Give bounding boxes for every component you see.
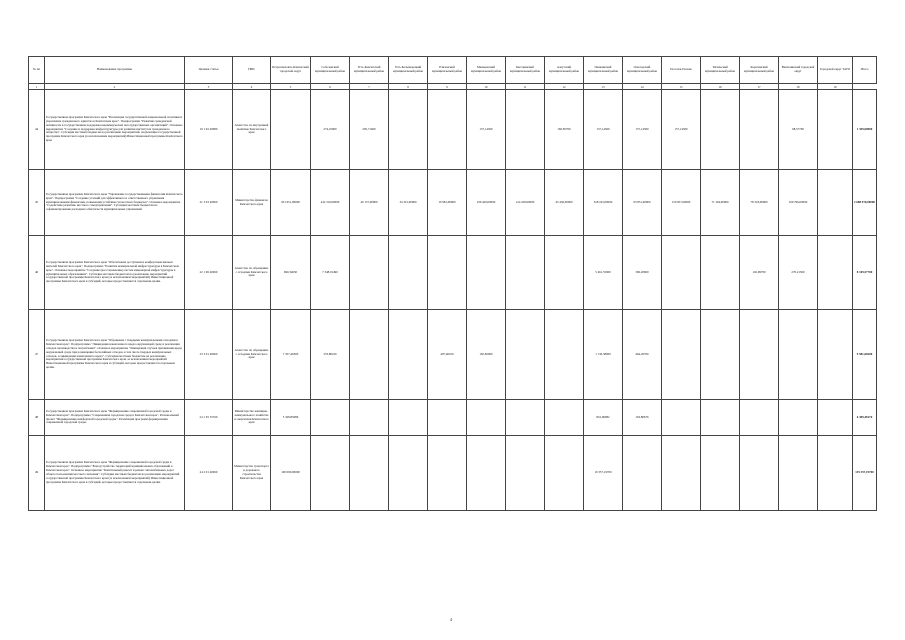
column-number: 12 [545, 84, 584, 90]
amount-cell [428, 436, 467, 511]
table-row [29, 170, 877, 236]
total-cell: 9 581,68200 [853, 310, 877, 400]
amount-cell [818, 310, 853, 400]
amount-cell [662, 436, 701, 511]
amount-cell: 7 348,91490 [311, 236, 350, 310]
amount-cell [545, 400, 584, 436]
amount-cell [506, 400, 545, 436]
amount-cell [311, 400, 350, 436]
table-row [29, 400, 877, 436]
amount-cell [389, 310, 428, 400]
amount-cell [350, 400, 389, 436]
column-number: 7 [350, 84, 389, 90]
amount-cell: 102,99700 [740, 236, 779, 310]
column-number: 1 [29, 84, 45, 90]
amount-cell: 157,14300 [623, 90, 662, 170]
amount-cell [740, 90, 779, 170]
column-number: 5 [271, 84, 311, 90]
column-header: Быстринский муниципальный район [506, 57, 545, 84]
amount-cell: 274,25000 [311, 90, 350, 170]
target-code-cell: 19 1 02 40080 [185, 90, 233, 170]
amount-cell: 45 436,00000 [545, 170, 584, 236]
amount-cell [662, 236, 701, 310]
table-row [29, 236, 877, 310]
row-number-cell: 46 [29, 236, 45, 310]
amount-cell [389, 236, 428, 310]
column-number: 8 [389, 84, 428, 90]
column-header: Пенжинский муниципальный район [584, 57, 623, 84]
column-header: ГРБС [233, 57, 271, 84]
column-header: Городской округ ЗАТО [818, 57, 853, 84]
amount-cell: 71 304,00000 [701, 170, 740, 236]
column-header: Соболевский муниципальный район [311, 57, 350, 84]
row-number-cell: 47 [29, 310, 45, 400]
amount-cell: 816,96082 [584, 400, 623, 436]
column-number: 19 [818, 84, 853, 90]
amount-cell: 34 341,00000 [389, 170, 428, 236]
amount-cell [818, 400, 853, 436]
amount-cell: 5 328,85686 [271, 400, 311, 436]
total-cell: 1 359,00000 [853, 90, 877, 170]
row-number-cell: 48 [29, 400, 45, 436]
page-number: 4 [450, 617, 452, 622]
program-description-cell: Государственная программа Камчатского края "Обеспечение доступным и комфортным жильем жителей Камчатского края". Подпрограмма "Развитие коммунальной инфраструктуры в Камчатском крае". Основное мероприятие "Создание (восстановление) систем инженерной инфраструктуры в муниципальных образованиях". Субсидии местным бюджетам на реализацию мероприятий государственной программы Камчатского края (за исключением мероприятий) Инвестиционной программы Камчатского края и субсидий, которые предоставляются отдельным целям. [45, 236, 185, 310]
target-code-cell: 22 1 06 40060 [185, 236, 233, 310]
amount-cell: 931 951,00000 [271, 170, 311, 236]
amount-cell [701, 90, 740, 170]
column-header: Поселок Палана [662, 57, 701, 84]
total-cell: 2 688 970,00000 [853, 170, 877, 236]
amount-cell [428, 236, 467, 310]
amount-cell [467, 436, 506, 511]
amount-cell [311, 436, 350, 511]
column-header: Елизовский муниципальный район [428, 57, 467, 84]
column-number: 17 [740, 84, 779, 90]
grbs-cell: Агентство по обращению с отходами Камчатского края [233, 236, 271, 310]
amount-cell [818, 170, 853, 236]
column-header: Наименование программы [45, 57, 185, 84]
column-header: Тигильский муниципальный район [701, 57, 740, 84]
amount-cell [740, 436, 779, 511]
column-header: № пп [29, 57, 45, 84]
amount-cell: 10 981,00000 [428, 170, 467, 236]
amount-cell [779, 436, 818, 511]
total-cell: 6 309,48176 [853, 400, 877, 436]
amount-cell [701, 400, 740, 436]
amount-cell [271, 90, 311, 170]
column-header: Целевая статья [185, 57, 233, 84]
column-header: Усть-Камчатский муниципальный район [350, 57, 389, 84]
amount-cell [545, 436, 584, 511]
program-description-cell: Государственная программа Камчатского края "Формирование современной городской среды в Камчатском крае". Подпрограмма "Благоустройство территорий муниципальных образований в Камчатском крае". Основное мероприятие "Капитальный ремонт и ремонт автомобильных дорог общего пользования местного значения". Субсидии местным бюджетам на реализацию мероприятий государственной программы Камчатского края (за исключением мероприятий) Инвестиционной программы Камчатского края и субсидий, которые предоставляются отдельным целям. [45, 436, 185, 511]
amount-cell: 328 165,00000 [584, 170, 623, 236]
table-row [29, 436, 877, 511]
amount-cell [389, 436, 428, 511]
grbs-cell: Агентство по обращению с отходами Камчатского края [233, 310, 271, 400]
amount-cell: 306,20600 [623, 236, 662, 310]
column-header: Мильковский муниципальный район [467, 57, 506, 84]
amount-cell: 40 157,00000 [350, 170, 389, 236]
column-header: Олюторский муниципальный район [623, 57, 662, 84]
amount-cell: 165,82000 [467, 310, 506, 400]
amount-cell [467, 400, 506, 436]
amount-cell: 157,14300 [662, 90, 701, 170]
target-code-cell: 24 1 F2 55550 [185, 400, 233, 436]
budget-table [28, 56, 877, 511]
table-row [29, 90, 877, 170]
amount-cell [506, 236, 545, 310]
grbs-cell: Министерство транспорта и дорожного строительства Камчатского края [233, 436, 271, 511]
row-number-cell: 44 [29, 90, 45, 170]
target-code-cell: 24 2 01 40060 [185, 436, 233, 511]
amount-cell [740, 400, 779, 436]
amount-cell: 497,46100 [428, 310, 467, 400]
amount-cell [350, 310, 389, 400]
grbs-cell: Агентство по внутренней политике Камчатского края [233, 90, 271, 170]
column-header: Карагинский муниципальный район [740, 57, 779, 84]
amount-cell: 353,80100 [311, 310, 350, 400]
program-description-cell: Государственная программа Камчатского края "Управление государственными финансами Камчатского края". Подпрограмма "Создание условий для эффективного и ответственного управления муниципальными финансами, повышения устойчивости местных бюджетов". Основное мероприятие "Содействие развитию местного самоуправления". Субсидии местным бюджетам на софинансирование расходных обязательств муниципальных управлений. [45, 170, 185, 236]
grbs-cell: Министерство жилищно-коммунального хозяйства и энергетики Камчатского края [233, 400, 271, 436]
amount-cell: 150 057,00000 [662, 170, 701, 236]
amount-cell: 205,71400 [350, 90, 389, 170]
amount-cell [545, 310, 584, 400]
column-number: 16 [701, 84, 740, 90]
program-description-cell: Государственная программа Камчатского края "Реализация государственной национальной политики и укрепление гражданского единства в Камчатском крае". Подпрограмма "Развитие гражданской активности и государственная поддержка некоммерческих негосударственных организаций". Основное мероприятие "Создание и поддержка инфраструктуры для развития институтов гражданского общества". Субсидия местным бюджетам на реализацию мероприятий, подлежащих государственной программе Камчатского края (за исключением мероприятий) Инвестиционной программы Камчатского края [45, 90, 185, 170]
column-header: Итого [853, 57, 877, 84]
amount-cell: 199 429,00000 [467, 170, 506, 236]
amount-cell [428, 400, 467, 436]
amount-cell: 270,21500 [779, 236, 818, 310]
amount-cell [545, 236, 584, 310]
amount-cell: 464,29700 [623, 310, 662, 400]
column-header: Петропавловск-Камчатский городской округ [271, 57, 311, 84]
amount-cell [740, 310, 779, 400]
amount-cell [467, 236, 506, 310]
amount-cell [662, 310, 701, 400]
amount-cell [623, 436, 662, 511]
amount-cell: 124 228,00000 [506, 170, 545, 236]
column-number: 11 [506, 84, 545, 90]
column-number: 3 [185, 84, 233, 90]
column-number: 9 [428, 84, 467, 90]
row-number-cell: 49 [29, 436, 45, 511]
amount-cell: 68,57700 [779, 90, 818, 170]
amount-cell [389, 90, 428, 170]
total-cell: 8 109,57700 [853, 236, 877, 310]
column-number: 14 [623, 84, 662, 90]
amount-cell: 157,14300 [584, 90, 623, 170]
amount-cell [779, 400, 818, 436]
column-number: 18 [779, 84, 818, 90]
grbs-cell: Министерство финансов Камчатского края [233, 170, 271, 236]
amount-cell [389, 400, 428, 436]
header-row [29, 57, 877, 84]
amount-cell [350, 236, 389, 310]
column-header: Алеутский муниципальный район [545, 57, 584, 84]
amount-cell [701, 236, 740, 310]
amount-cell: 100 000,00000 [271, 436, 311, 511]
total-cell: 119 357,19700 [853, 436, 877, 511]
target-code-cell: 23 3 01 40060 [185, 310, 233, 400]
amount-cell [701, 436, 740, 511]
program-description-cell: Государственная программа Камчатского края "Обращение с твердыми коммунальными отходами в Камчатском крае". Подпрограмма "Ликвидация накопленного вреда окружающей среде и реализация отходов производства и потребления". Основное мероприятие "Ликвидация случаев причинения вреда окружающей среде при размещении бесхозяйных отходов, в том числе твердых коммунальных отходов, и ликвидация накопленного вреда". Субсидии местным бюджетам на реализацию мероприятий государственной программы Камчатского края, за исключением мероприятий Инвестиционной программы Камчатского края и субсидий, которые предоставляются отдельным целям. [45, 310, 185, 400]
amount-cell: 19 357,19700 [584, 436, 623, 511]
amount-cell: 1 743,58600 [584, 310, 623, 400]
amount-cell [818, 436, 853, 511]
program-description-cell: Государственная программа Камчатского края "Формирование современной городской среды в Камчатском крае". Подпрограмма "Современная городская среда в Камчатском крае". Региональный проект "Формирование комфортной городской среды". Реализация программ формирования современной городской среды. [45, 400, 185, 436]
amount-cell [818, 90, 853, 170]
amount-cell [506, 310, 545, 400]
column-number: 15 [662, 84, 701, 90]
amount-cell: 63 851,00000 [623, 170, 662, 236]
amount-cell [701, 310, 740, 400]
amount-cell [350, 436, 389, 511]
amount-cell: 442 316,00000 [311, 170, 350, 236]
row-number-cell: 45 [29, 170, 45, 236]
amount-cell [428, 90, 467, 170]
amount-cell [818, 236, 853, 310]
target-code-cell: 21 3 03 40060 [185, 170, 233, 236]
amount-cell: 169 796,00000 [779, 170, 818, 236]
amount-cell: 182,85700 [545, 90, 584, 170]
column-number: 4 [233, 84, 271, 90]
column-number: 13 [584, 84, 623, 90]
column-header: Усть-Большерецкий муниципальный район [389, 57, 428, 84]
amount-cell: 7 357,40300 [271, 310, 311, 400]
amount-cell: 690,34650 [271, 236, 311, 310]
column-number: 10 [467, 84, 506, 90]
table-row [29, 310, 877, 400]
amount-cell [506, 436, 545, 511]
amount-cell [506, 90, 545, 170]
amount-cell: 163,80676 [623, 400, 662, 436]
column-header: Вилючинский городской округ [779, 57, 818, 84]
amount-cell [779, 310, 818, 400]
amount-cell: 78 318,00000 [740, 170, 779, 236]
column-number: 2 [45, 84, 185, 90]
column-number: 6 [311, 84, 350, 90]
amount-cell: 5 461,55900 [584, 236, 623, 310]
amount-cell: 157,14300 [467, 90, 506, 170]
amount-cell [662, 400, 701, 436]
